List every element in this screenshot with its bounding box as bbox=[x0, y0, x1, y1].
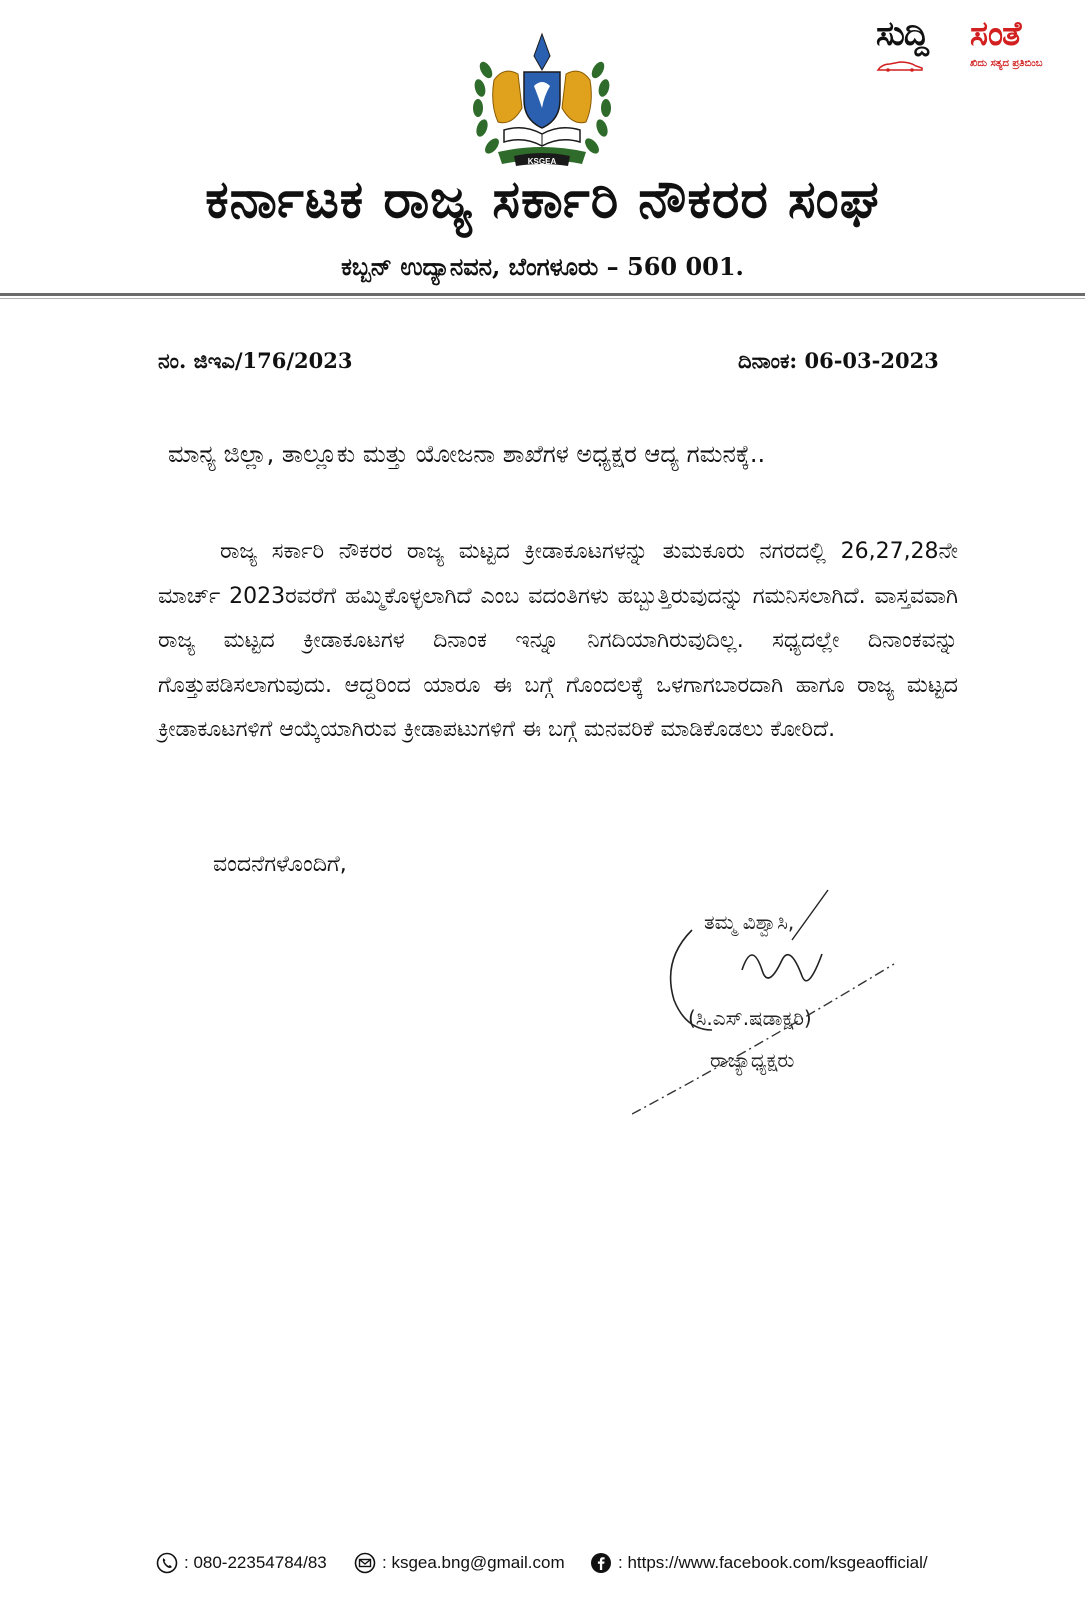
footer-email bbox=[354, 1552, 565, 1574]
car-icon bbox=[876, 60, 924, 72]
footer-phone bbox=[156, 1552, 327, 1574]
watermark-word-sante: ಸಂತೆ bbox=[970, 14, 1021, 54]
closing-greeting: ವಂದನೆಗಳೊಂದಿಗೆ, bbox=[213, 852, 347, 877]
footer-facebook bbox=[590, 1552, 928, 1574]
salutation: ಮಾನ್ಯ ಜಿಲ್ಲಾ, ತಾಲ್ಲೂಕು ಮತ್ತು ಯೋಜನಾ ಶಾಖೆಗಳ ಅಧ್ಯಕ್ಷರ ಆದ್ಯ ಗಮನಕ್ಕೆ.. bbox=[168, 440, 766, 468]
signature-yours-faithfully: ತಮ್ಮ ವಿಶ್ವಾಸಿ, bbox=[704, 910, 795, 934]
header-divider bbox=[0, 293, 1085, 296]
watermark-word-suddi: ಸುದ್ದಿ bbox=[876, 14, 928, 54]
footer-phone-text: : 080-22354784/83 bbox=[184, 1553, 327, 1572]
footer-email-text: : ksgea.bng@gmail.com bbox=[382, 1553, 565, 1572]
emblem-text: KSGEA bbox=[527, 157, 557, 166]
reference-number: ನಂ. ಜಿಇಎ/176/2023 bbox=[158, 348, 353, 373]
ksgea-emblem-icon bbox=[464, 30, 620, 176]
watermark-tagline: ಖಿದು ಸತ್ಯದ ಪ್ರತಿಬಿಂಬ bbox=[970, 58, 1043, 69]
organization-address: ಕಬ್ಬನ್ ಉದ್ಯಾನವನ, ಬೆಂಗಳೂರು – 560 001. bbox=[341, 252, 744, 281]
watermark-logo bbox=[876, 14, 1076, 72]
facebook-icon bbox=[590, 1552, 612, 1574]
footer-facebook-text: : https://www.facebook.com/ksgeaofficial/ bbox=[618, 1553, 928, 1572]
organization-name: ಕರ್ನಾಟಕ ರಾಜ್ಯ ಸರ್ಕಾರಿ ನೌಕರರ ಸಂಘ bbox=[205, 170, 880, 230]
signatory-name: (ಸಿ.ಎಸ್.ಷಡಾಕ್ಷರಿ) bbox=[688, 1006, 812, 1030]
header-divider-thin bbox=[0, 298, 1085, 299]
phone-icon bbox=[156, 1552, 178, 1574]
signatory-title: ರಾಜ್ಯಾಧ್ಯಕ್ಷರು bbox=[710, 1048, 795, 1072]
email-icon bbox=[354, 1552, 376, 1574]
letter-date: ದಿನಾಂಕ: 06-03-2023 bbox=[738, 348, 939, 373]
letter-body: ರಾಜ್ಯ ಸರ್ಕಾರಿ ನೌಕರರ ರಾಜ್ಯ ಮಟ್ಟದ ಕ್ರೀಡಾಕೂಟಗಳನ್ನು ತುಮಕೂರು ನಗರದಲ್ಲಿ 26,27,28ನೇ ಮಾರ್ಚ್ 2023ರವರೆಗೆ ಹಮ್ಮಿಕೊಳ್ಳಲಾಗಿದೆ ಎಂಬ ವದಂತಿಗಳು ಹಬ್ಬುತ್ತಿರುವುದನ್ನು ಗಮನಿಸಲಾಗಿದೆ. ವಾಸ್ತವವಾಗಿ ರಾಜ್ಯ ಮಟ್ಟದ ಕ್ರೀಡಾಕೂಟಗಳ ದಿನಾಂಕ ಇನ್ನೂ ನಿಗದಿಯಾಗಿರುವುದಿಲ್ಲ. ಸಧ್ಯದಲ್ಲೇ ದಿನಾಂಕವನ್ನು ಗೊತ್ತುಪಡಿಸಲಾಗುವುದು. ಆದ್ದರಿಂದ ಯಾರೂ ಈ ಬಗ್ಗೆ ಗೊಂದಲಕ್ಕೆ ಒಳಗಾಗಬಾರದಾಗಿ ಹಾಗೂ ರಾಜ್ಯ ಮಟ್ಟದ ಕ್ರೀಡಾಕೂಟಗಳಿಗೆ ಆಯ್ಕೆಯಾಗಿರುವ ಕ್ರೀಡಾಪಟುಗಳಿಗೆ ಈ ಬಗ್ಗೆ ಮನವರಿಕೆ ಮಾಡಿಕೊಡಲು ಕೋರಿದೆ. bbox=[158, 539, 958, 742]
footer-contacts bbox=[0, 1552, 1085, 1582]
